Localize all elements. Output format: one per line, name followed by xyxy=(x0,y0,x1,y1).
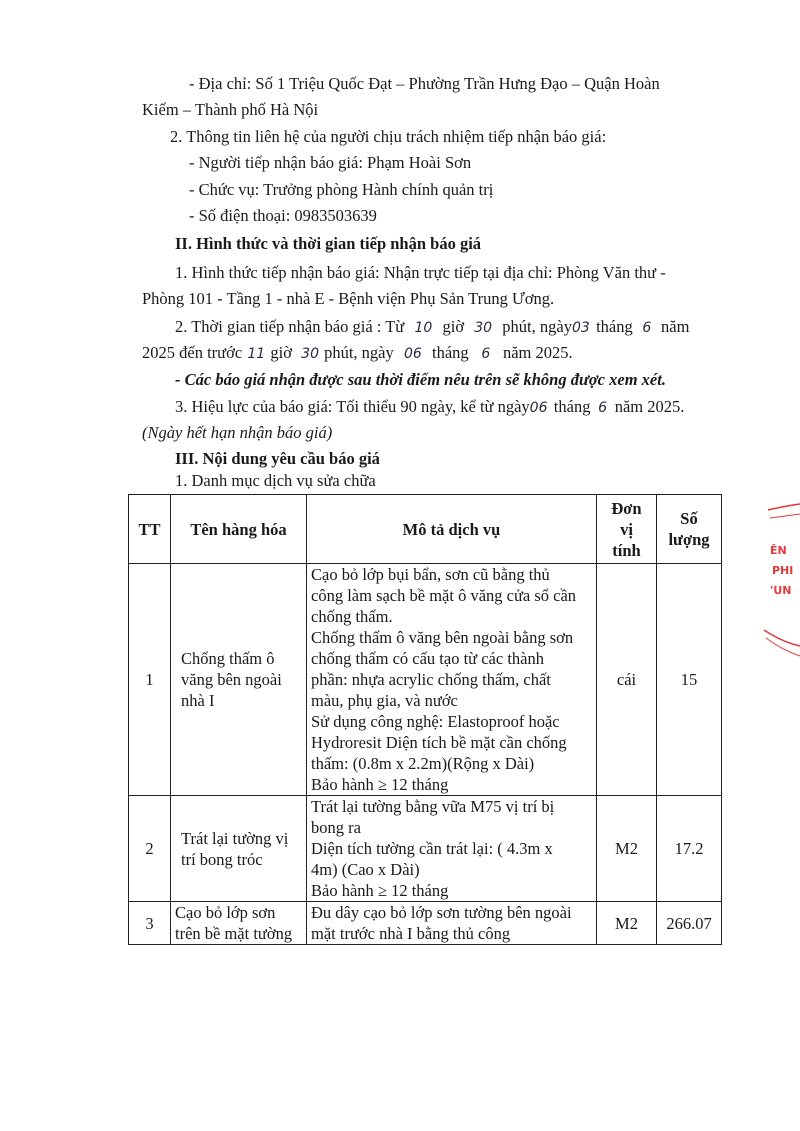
time2-gio-label: giờ xyxy=(270,343,292,362)
row-1-name-line: văng bên ngoài xyxy=(181,670,282,689)
row-2-qty: 17.2 xyxy=(657,796,722,902)
phone-line: - Số điện thoại: 0983503639 xyxy=(189,206,377,225)
validity-month-handwritten: 6 xyxy=(598,400,608,416)
header-tt: TT xyxy=(129,495,171,564)
row-3-desc-line: mặt trước nhà I bằng thủ công xyxy=(311,924,511,943)
header-unit-2: vị xyxy=(620,519,633,539)
time-gio-label: giờ xyxy=(442,317,465,336)
row-1-tt: 1 xyxy=(129,564,171,796)
row-2-desc xyxy=(307,796,597,902)
table-row xyxy=(129,902,722,945)
row-2-desc-line: 4m) (Cao x Dài) xyxy=(311,860,420,879)
row-1-name-line: nhà I xyxy=(181,691,215,710)
header-qty-1: Số xyxy=(680,509,698,528)
service-table xyxy=(128,494,722,945)
row-2-tt: 2 xyxy=(129,796,171,902)
time-line-2 xyxy=(142,342,573,365)
row-2-desc-line: Bảo hành ≥ 12 tháng xyxy=(311,881,449,900)
row-1-name-line: Chống thấm ô xyxy=(181,649,275,668)
row-3-name-line: trên bề mặt tường xyxy=(175,924,293,943)
stamp-text-1: ÊN xyxy=(770,544,787,557)
row-1-desc-line: Cạo bỏ lớp bụi bẩn, sơn cũ bằng thủ xyxy=(311,565,550,584)
address-line-2: Kiếm – Thành phố Hà Nội xyxy=(142,100,319,119)
row-2-name xyxy=(171,796,307,902)
row-3-desc-line: Đu dây cạo bỏ lớp sơn tường bên ngoài xyxy=(311,903,572,922)
time-phut-ngay-label: phút, ngày xyxy=(502,317,572,336)
row-1-name xyxy=(171,564,307,796)
row-3-qty: 266.07 xyxy=(657,902,722,945)
header-desc: Mô tả dịch vụ xyxy=(307,495,597,564)
row-1-qty: 15 xyxy=(657,564,722,796)
stamp-arc-icon xyxy=(760,500,800,660)
stamp-text-2: PHI xyxy=(772,564,794,577)
row-2-desc-line: bong ra xyxy=(311,818,361,837)
row-2-desc-line: Trát lại tường bằng vữa M75 vị trí bị xyxy=(311,797,555,816)
table-row xyxy=(129,796,722,902)
time2-year: 2025 đến trước xyxy=(142,343,243,362)
row-3-desc xyxy=(307,902,597,945)
time2-phut-ngay-label: phút, ngày xyxy=(324,343,394,362)
time-minute-handwritten: 30 xyxy=(474,320,493,336)
address-line-1: - Địa chỉ: Số 1 Triệu Quốc Đạt – Phường Trần Hưng Đạo – Quận Hoàn xyxy=(189,74,660,93)
red-stamp-fragment xyxy=(760,500,800,660)
stamp-text-3: 'UN xyxy=(770,584,792,597)
time2-day-handwritten: 06 xyxy=(403,346,422,362)
row-3-unit: M2 xyxy=(597,902,657,945)
time2-thang-label: tháng xyxy=(432,343,469,362)
row-1-desc-line: Sử dụng công nghệ: Elastoproof hoặc xyxy=(311,712,560,731)
row-1-desc-line: màu, phụ gia, và nước xyxy=(311,691,458,710)
row-1-desc xyxy=(307,564,597,796)
form-line-2: Phòng 101 - Tầng 1 - nhà E - Bệnh viện Phụ Sản Trung Ương. xyxy=(142,289,555,308)
row-3-tt: 3 xyxy=(129,902,171,945)
deadline-notice: - Các báo giá nhận được sau thời điểm nêu trên sẽ không được xem xét. xyxy=(175,370,666,389)
position-line: - Chức vụ: Trưởng phòng Hành chính quản trị xyxy=(189,180,494,199)
table-row xyxy=(129,564,722,796)
time-prefix: 2. Thời gian tiếp nhận báo giá : Từ xyxy=(175,317,405,336)
header-qty xyxy=(657,495,722,564)
time-day-handwritten: 03 xyxy=(571,320,590,336)
section-2-heading: II. Hình thức và thời gian tiếp nhận báo giá xyxy=(175,234,482,253)
validity-prefix: 3. Hiệu lực của báo giá: Tối thiểu 90 ngày, kể từ ngày xyxy=(175,397,530,416)
time-month-handwritten: 6 xyxy=(642,320,652,336)
row-2-unit: M2 xyxy=(597,796,657,902)
header-name: Tên hàng hóa xyxy=(171,495,307,564)
time-line-1 xyxy=(175,316,689,339)
time2-hour-handwritten: 11 xyxy=(247,346,266,362)
time-nam-label: năm xyxy=(661,317,690,336)
contact-heading: 2. Thông tin liên hệ của người chịu trách nhiệm tiếp nhận báo giá: xyxy=(170,127,607,146)
header-unit xyxy=(597,495,657,564)
time-thang-label: tháng xyxy=(596,317,633,336)
form-line-1: 1. Hình thức tiếp nhận báo giá: Nhận trực tiếp tại địa chỉ: Phòng Văn thư - xyxy=(175,263,666,282)
time2-month-handwritten: 6 xyxy=(481,346,491,362)
validity-nam-label: năm 2025. xyxy=(614,397,685,416)
row-1-desc-line: Hydroresit Diện tích bề mặt cần chống xyxy=(311,733,567,752)
row-1-desc-line: thấm: (0.8m x 2.2m)(Rộng x Dài) xyxy=(311,754,535,773)
row-3-name xyxy=(171,902,307,945)
validity-line xyxy=(175,396,684,419)
row-2-name-line: trí bong tróc xyxy=(181,849,263,869)
row-2-desc-line: Diện tích tường cần trát lại: ( 4.3m x xyxy=(311,839,553,858)
receiver-line: - Người tiếp nhận báo giá: Phạm Hoài Sơn xyxy=(189,153,472,172)
row-1-desc-line: công làm sạch bề mặt ô văng cửa sổ cần xyxy=(311,586,577,605)
validity-thang-label: tháng xyxy=(553,397,591,416)
row-1-desc-line: phần: nhựa acrylic chống thấm, chất xyxy=(311,670,551,689)
row-1-desc-line: Bảo hành ≥ 12 tháng xyxy=(311,775,449,794)
validity-note: (Ngày hết hạn nhận báo giá) xyxy=(142,423,333,442)
row-1-unit: cái xyxy=(597,564,657,796)
row-1-desc-line: Chống thấm ô văng bên ngoài bằng sơn xyxy=(311,628,574,647)
service-list-title: 1. Danh mục dịch vụ sửa chữa xyxy=(175,471,376,490)
validity-day-handwritten: 06 xyxy=(529,400,548,416)
section-3-heading: III. Nội dung yêu cầu báo giá xyxy=(175,449,380,468)
time2-nam-label: năm 2025. xyxy=(502,343,573,362)
row-3-name-line: Cạo bỏ lớp sơn xyxy=(175,903,276,922)
header-unit-1: Đơn xyxy=(611,498,642,518)
time-hour-handwritten: 10 xyxy=(414,320,433,336)
header-qty-2: lượng xyxy=(668,530,710,549)
row-1-desc-line: chống thấm. xyxy=(311,607,393,626)
row-1-desc-line: chống thấm có cấu tạo từ các thành xyxy=(311,649,544,668)
header-unit-3: tính xyxy=(612,540,641,560)
time2-minute-handwritten: 30 xyxy=(301,346,319,362)
table-header-row xyxy=(129,495,722,564)
row-2-name-line: Trát lại tường vị xyxy=(181,828,289,848)
